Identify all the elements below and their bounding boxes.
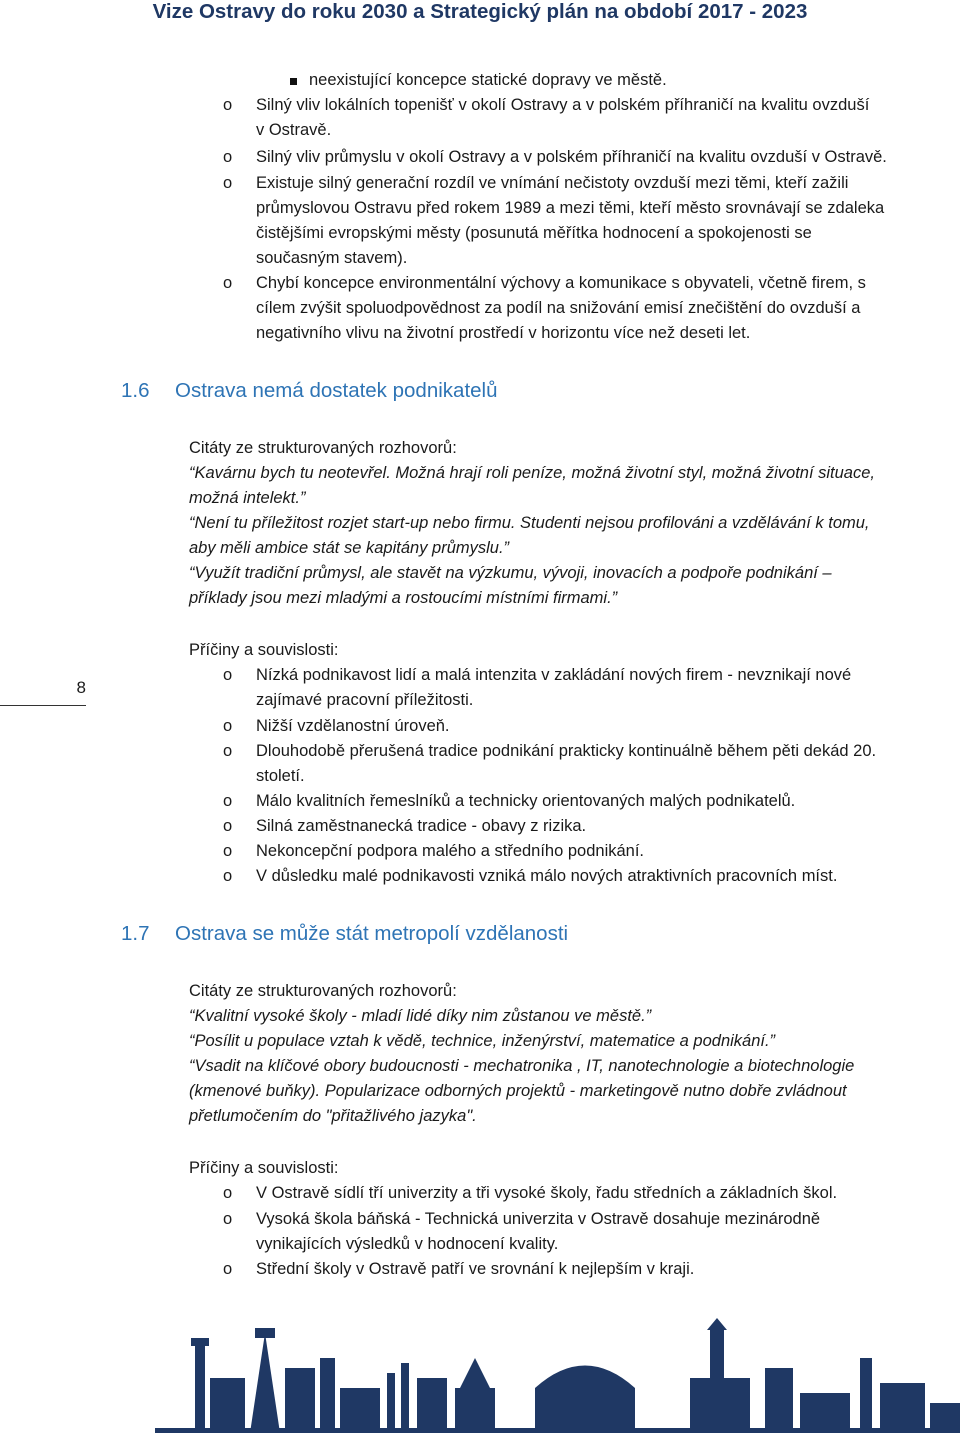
bullet-icon: o bbox=[223, 817, 233, 835]
quote-line: “Kvalitní vysoké školy - mladí lidé díky nim zůstanou ve městě.” bbox=[189, 1007, 652, 1025]
square-bullet-icon bbox=[290, 78, 297, 85]
building-shape bbox=[860, 1358, 872, 1433]
quote-line: “Využít tradiční průmysl, ale stavět na výzkumu, vývoji, inovacích a podpoře podnikání – bbox=[189, 564, 832, 582]
building-shape bbox=[800, 1393, 850, 1433]
list-item-line: zajímavé pracovní příležitosti. bbox=[256, 691, 474, 709]
section-heading-1-7 bbox=[121, 921, 568, 947]
page-number-rule bbox=[0, 705, 86, 706]
headframe-shape bbox=[250, 1333, 280, 1433]
bullet-icon: o bbox=[223, 867, 233, 885]
list-item-line: Nižší vzdělanostní úroveň. bbox=[256, 717, 450, 735]
section-title: Ostrava nemá dostatek podnikatelů bbox=[175, 379, 498, 402]
list-item-line: V Ostravě sídlí tří univerzity a tři vysoké školy, řadu středních a základních škol. bbox=[256, 1184, 838, 1202]
section-heading-1-6 bbox=[121, 378, 498, 404]
list-item-line: negativního vlivu na životní prostředí v horizontu více než deseti let. bbox=[256, 324, 751, 342]
building-shape bbox=[340, 1388, 380, 1433]
building-shape bbox=[285, 1368, 315, 1433]
quote-line: aby měli ambice stát se kapitány průmyslu.” bbox=[189, 539, 510, 557]
town-hall-shape bbox=[690, 1378, 750, 1433]
church-roof-shape bbox=[460, 1358, 490, 1388]
section-number: 1.7 bbox=[121, 922, 150, 945]
quote-line: možná intelekt.” bbox=[189, 489, 306, 507]
headframe-top-shape bbox=[255, 1328, 275, 1338]
list-item-line: Málo kvalitních řemeslníků a technicky orientovaných malých podnikatelů. bbox=[256, 792, 796, 810]
quote-line: (kmenové buňky). Popularizace odborných projektů - marketingově nutno dobře zvládnout bbox=[189, 1082, 847, 1100]
page-header-title: Vize Ostravy do roku 2030 a Strategický plán na období 2017 - 2023 bbox=[152, 0, 808, 23]
quote-line: “Vsadit na klíčové obory budoucnosti - mechatronika , IT, nanotechnologie a biotechnologie bbox=[189, 1057, 855, 1075]
bullet-icon: o bbox=[223, 792, 233, 810]
bullet-icon: o bbox=[223, 666, 233, 684]
building-shape bbox=[765, 1368, 793, 1433]
list-item-line: Nízká podnikavost lidí a malá intenzita v zakládání nových firem - nevznikají nové bbox=[256, 666, 852, 684]
list-item-line: průmyslovou Ostravu před rokem 1989 a mezi těmi, kteří město srovnávají se zdaleka bbox=[256, 199, 885, 217]
list-item-line: Vysoká škola báňská - Technická univerzita v Ostravě dosahuje mezinárodně bbox=[256, 1210, 821, 1228]
ground-shape bbox=[155, 1428, 960, 1433]
bullet-icon: o bbox=[223, 1184, 233, 1202]
list-item-line: Střední školy v Ostravě patří ve srovnání k nejlepším v kraji. bbox=[256, 1260, 695, 1278]
ostrava-skyline-illustration bbox=[155, 1318, 960, 1433]
factory-shape bbox=[210, 1378, 245, 1433]
list-item-line: vynikajících výsledků v hodnocení kvality. bbox=[256, 1235, 559, 1253]
list-item-line: Nekoncepční podpora malého a středního podnikání. bbox=[256, 842, 645, 860]
quote-line: “Kavárnu bych tu neotevřel. Možná hrají roli peníze, možná životní styl, možná životní situace, bbox=[189, 464, 875, 482]
list-item-line: Silný vliv lokálních topenišť v okolí Ostravy a v polském příhraničí na kvalitu ovzduší bbox=[256, 96, 870, 114]
dome-hall-shape bbox=[535, 1366, 635, 1433]
town-hall-spire-shape bbox=[707, 1318, 727, 1330]
sub-list-item: neexistující koncepce statické dopravy ve městě. bbox=[309, 71, 667, 89]
list-item-line: V důsledku malé podnikavosti vzniká málo nových atraktivních pracovních míst. bbox=[256, 867, 838, 885]
bullet-icon: o bbox=[223, 717, 233, 735]
list-item-line: cílem zvýšit spoluodpovědnost za podíl na snižování emisí znečištění do ovzduší a bbox=[256, 299, 861, 317]
list-item-line: v Ostravě. bbox=[256, 121, 332, 139]
section-title: Ostrava se může stát metropolí vzdělanosti bbox=[175, 922, 569, 945]
bullet-icon: o bbox=[223, 148, 233, 166]
building-shape bbox=[880, 1383, 925, 1433]
list-item-line: Existuje silný generační rozdíl ve vnímání nečistoty ovzduší mezi těmi, kteří zažili bbox=[256, 174, 849, 192]
quotes-label: Citáty ze strukturovaných rozhovorů: bbox=[189, 439, 457, 457]
tower-top-shape bbox=[191, 1338, 209, 1346]
causes-label: Příčiny a souvislosti: bbox=[189, 1159, 339, 1177]
church-shape bbox=[455, 1388, 495, 1433]
bullet-icon: o bbox=[223, 742, 233, 760]
list-item-line: Silná zaměstnanecká tradice - obavy z rizika. bbox=[256, 817, 587, 835]
bullet-icon: o bbox=[223, 1210, 233, 1228]
chimney-shape bbox=[401, 1363, 409, 1433]
list-item-line: Chybí koncepce environmentální výchovy a komunikace s obyvateli, včetně firem, s bbox=[256, 274, 866, 292]
quote-line: přetlumočením do "přitažlivého jazyka". bbox=[189, 1107, 477, 1125]
chimney-shape bbox=[387, 1373, 395, 1433]
list-item-line: Silný vliv průmyslu v okolí Ostravy a v polském příhraničí na kvalitu ovzduší v Ostravě. bbox=[256, 148, 887, 166]
bullet-icon: o bbox=[223, 274, 233, 292]
bullet-icon: o bbox=[223, 96, 233, 114]
causes-label: Příčiny a souvislosti: bbox=[189, 641, 339, 659]
building-shape bbox=[320, 1358, 335, 1433]
list-item-line: současným stavem). bbox=[256, 249, 408, 267]
building-shape bbox=[417, 1378, 447, 1433]
bullet-icon: o bbox=[223, 174, 233, 192]
quote-line: “Posílit u populace vztah k vědě, technice, inženýrství, matematice a podnikání.” bbox=[189, 1032, 776, 1050]
list-item-line: století. bbox=[256, 767, 305, 785]
quote-line: příklady jsou mezi mladými a rostoucími místními firmami.” bbox=[189, 589, 618, 607]
section-number: 1.6 bbox=[121, 379, 150, 402]
tower-shape bbox=[195, 1343, 205, 1433]
bullet-icon: o bbox=[223, 1260, 233, 1278]
page-number: 8 bbox=[76, 678, 86, 697]
bullet-icon: o bbox=[223, 842, 233, 860]
list-item-line: Dlouhodobě přerušená tradice podnikání prakticky kontinuálně během pěti dekád 20. bbox=[256, 742, 877, 760]
quote-line: “Není tu příležitost rozjet start-up nebo firmu. Studenti nejsou profilováni a vzdělávání k tomu, bbox=[189, 514, 870, 532]
quotes-label: Citáty ze strukturovaných rozhovorů: bbox=[189, 982, 457, 1000]
list-item-line: čistějšími evropskými městy (posunutá měřítka hodnocení a spokojenosti se bbox=[256, 224, 812, 242]
